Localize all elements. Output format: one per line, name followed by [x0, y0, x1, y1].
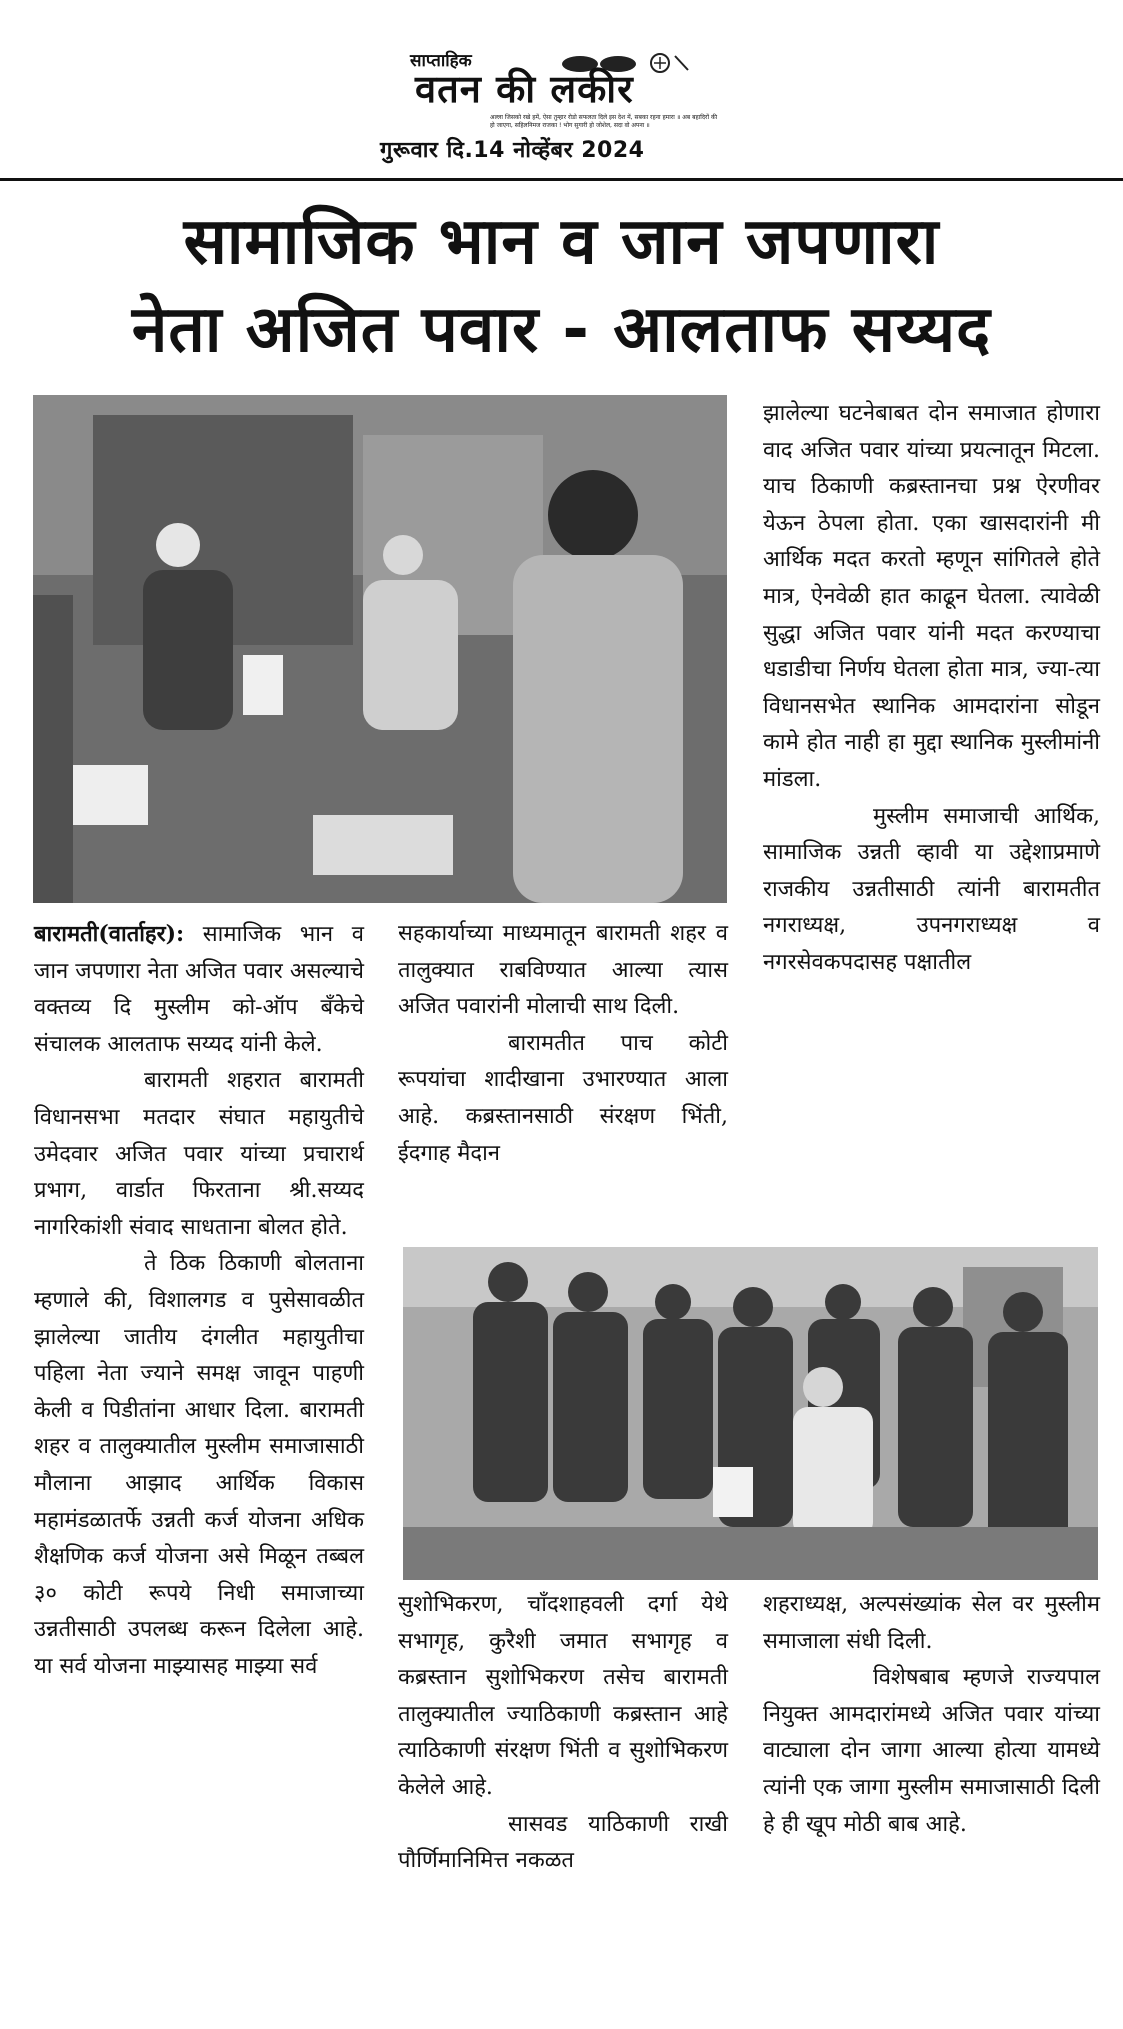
masthead-tagline: अल्ला जिसको रखे हमें, ऐसा तुम्हार रोडो सफलता दिले इस देश में, सबका रहना हमारा ॥ अब बहादिरों की हो जाएगा, सहिलनिमज राजका ! भोग सुगारी हो जोशेल, सदा वो अपना ॥	[490, 114, 718, 129]
masthead	[0, 0, 1123, 180]
article-paragraph: ते ठिक ठिकाणी बोलताना म्हणाले की, विशालगड व पुसेसावळीत झालेल्या जातीय दंगलीत महायुतीचा पहिला नेता ज्याने समक्ष जावून पाहणी केली व पिडीतांना आधार दिला. बारामती शहर व तालुक्यातील मुस्लीम समाजासाठी मौलाना आझाद आर्थिक विकास महामंडळातर्फे उन्नती कर्ज योजना अधिक शैक्षणिक कर्ज योजना असे मिळून तब्बल ३० कोटी रूपये निधी समाजाच्या उन्नतीसाठी उपलब्ध करून दिलेला आहे. या सर्व योजना माझ्यासह माझ्या सर्व	[34, 1251, 364, 1679]
article-column-2	[398, 916, 728, 1172]
headline-line-2: नेता अजित पवार - आलताफ सय्यद	[131, 293, 992, 367]
issue-date: गुरूवार दि.14 नोव्हेंबर 2024	[380, 138, 645, 163]
dateline: बारामती(वार्ताहर):	[34, 921, 185, 947]
article-column-1	[34, 916, 364, 1685]
article-paragraph: बारामतीत पाच कोटी रूपयांचा शादीखाना उभारण्यात आला आहे. कब्रस्तानसाठी संरक्षण भिंती, ईदगाह मैदान	[398, 1030, 728, 1166]
article-lead-paragraph	[34, 916, 364, 1063]
article-paragraph: सुशोभिकरण, चाँदशाहवली दर्गा येथे सभागृह, कुरैशी जमात सभागृह व कब्रस्तान सुशोभिकरण तसेच बारामती तालुक्यातील ज्याठिकाणी कब्रस्तान आहे त्याठिकाणी संरक्षण भिंती व सुशोभिकरण केलेले आहे.	[398, 1592, 728, 1800]
headline-line-1: सामाजिक भान व जान जपणारा	[183, 205, 940, 279]
article-paragraph: बारामती शहरात बारामती विधानसभा मतदार संघात महायुतीचे उमेदवार अजित पवार यांच्या प्रचारार्थ प्रभाग, वार्डात फिरताना श्री.सय्यद नागरिकांशी संवाद साधताना बोलत होते.	[34, 1068, 364, 1240]
article-headline	[0, 198, 1123, 374]
article-paragraph: झालेल्या घटनेबाबत दोन समाजात होणारा वाद अजित पवार यांच्या प्रयत्नातून मिटला. याच ठिकाणी कब्रस्तानचा प्रश्न ऐरणीवर येऊन ठेपला होता. एका खासदारांनी मी आर्थिक मदत करतो म्हणून सांगितले होते मात्र, ऐनवेळी हात काढून घेतला. त्यावेळी सुद्धा अजित पवार यांनी मदत करण्याचा धडाडीचा निर्णय घेतला होता मात्र, ज्या-त्या विधानसभेत स्थानिक आमदारांना सोडून कामे होत नाही हा मुद्दा स्थानिक मुस्लीमांनी मांडला.	[763, 401, 1100, 792]
masthead-divider	[0, 178, 1123, 181]
lead-text: सामाजिक भान व जान जपणारा नेता अजित पवार असल्याचे वक्तव्य दि मुस्लीम को-ऑप बँकेचे संचालक आलताफ सय्यद यांनी केले.	[34, 922, 364, 1057]
article-paragraph: शहराध्यक्ष, अल्पसंख्यांक सेल वर मुस्लीम समाजाला संधी दिली.	[763, 1592, 1100, 1654]
article-paragraph: मुस्लीम समाजाची आर्थिक, सामाजिक उन्नती व्हावी या उद्देशाप्रमाणे राजकीय उन्नतीसाठी त्यांनी बारामतीत नगराध्यक्ष, उपनगराध्यक्ष व नगरसेवकपदासह पक्षातील	[763, 803, 1100, 975]
article-column-3-continued	[763, 1587, 1100, 1843]
article-paragraph: सहकार्याच्या माध्यमातून बारामती शहर व तालुक्यात राबविण्यात आल्या त्यास अजित पवारांनी मोलाची साथ दिली.	[398, 921, 728, 1020]
article-paragraph: विशेषबाब म्हणजे राज्यपाल नियुक्त आमदारांमध्ये अजित पवार यांच्या वाट्याला दोन जागा आल्या होत्या यामध्ये त्यांनी एक जागा मुस्लीम समाजासाठी दिली हे ही खूप मोठी बाब आहे.	[763, 1665, 1100, 1837]
group-scene-photo-icon	[403, 1247, 1098, 1580]
shop-scene-photo-icon	[33, 395, 727, 903]
masthead-title: वतन की लकीर	[415, 67, 634, 111]
photo-top	[33, 395, 727, 903]
masthead-weekly-label: साप्ताहिक	[410, 51, 472, 71]
article-paragraph: सासवड याठिकाणी राखी पौर्णिमानिमित्त नकळत	[398, 1811, 728, 1874]
photo-bottom	[403, 1247, 1098, 1580]
article-column-3	[763, 396, 1100, 982]
article-column-2-continued	[398, 1587, 728, 1880]
